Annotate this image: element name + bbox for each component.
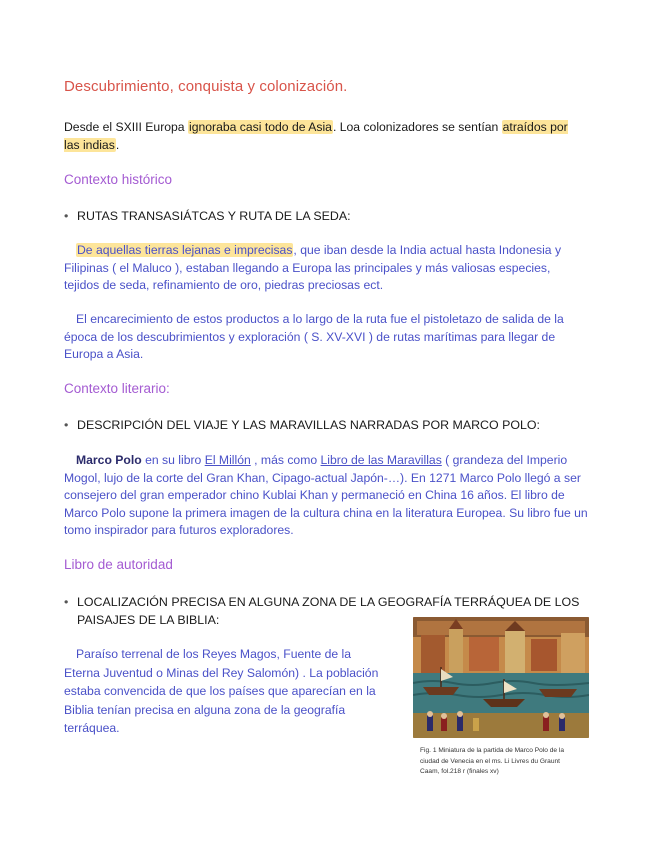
page-title: Descubrimiento, conquista y colonización. (64, 78, 348, 95)
paragraph-text: , que iban desde la India actual hasta Indonesia y Filipinas ( el Maluco ), estaban llegando a Europa las principales y más valiosas especies, tejidos de seda, refinamiento de oro, piedras preciosas ect. (64, 243, 562, 292)
book-title-millon: El Millón (204, 453, 251, 467)
section-heading-literario: Contexto literario: (64, 381, 170, 396)
paragraph-tierras (64, 242, 588, 295)
paragraph-encarecimiento (64, 311, 584, 364)
figure-caption: Fig. 1 Miniatura de la partida de Marco Polo de la ciudad de Venecia en el ms. Li Livres du Graunt Caam, fol.218 r (finales xv) (420, 747, 565, 776)
marco-polo-name: Marco Polo (76, 453, 142, 467)
section-heading-autoridad: Libro de autoridad (64, 557, 173, 572)
paragraph-text: ( grandeza del Imperio Mogol, lujo de la corte del Gran Khan, Cipago-actual Japón-…). En 1271 Marco Polo llegó a ser consejero del gran emperador chino Kublai Khan y permaneció en China 16 años. El libro de Marco Polo supone la primera imagen de la cultura china en la literatura Europea. Su libro fue un tomo inspirador para futuros exploradores. (64, 453, 588, 537)
paragraph-marco-polo (64, 452, 588, 540)
paragraph-highlight: De aquellas tierras lejanas e imprecisas (77, 243, 293, 257)
section-heading-historico: Contexto histórico (64, 172, 173, 187)
intro-highlight-1: ignoraba casi todo de Asia (188, 120, 332, 134)
intro-text-3: . (115, 137, 120, 152)
intro-highlight-2: atraídos por las indias (64, 120, 568, 152)
intro-paragraph (64, 119, 584, 154)
paragraph-text: en su libro (141, 453, 205, 467)
paragraph-paraiso (64, 645, 386, 738)
intro-text-1: Desde el SXIII Europa (64, 120, 188, 134)
bullet-dot-icon: • (64, 418, 69, 432)
miniature-venice-image (413, 617, 589, 738)
bullet-rutas (64, 208, 584, 226)
book-title-maravillas: Libro de las Maravillas (320, 453, 442, 467)
bullet-text: LOCALIZACIÓN PRECISA EN ALGUNA ZONA DE LA GEOGRAFÍA TERRÁQUEA DE LOS PAISAJES DE LA BIBLIA: (77, 595, 580, 627)
bullet-marco-polo (64, 417, 584, 435)
bullet-text: DESCRIPCIÓN DEL VIAJE Y LAS MARAVILLAS NARRADAS POR MARCO POLO: (77, 418, 540, 432)
intro-text-2: . Loa colonizadores se sentían (332, 120, 502, 134)
paragraph-text: El encarecimiento de estos productos a lo largo de la ruta fue el pistoletazo de salida de la época de los descubrimientos y exploración ( S. XV-XVI ) de rutas marítimas para llegar de Europa a Asia. (64, 312, 564, 361)
bullet-dot-icon: • (64, 595, 69, 609)
paragraph-text: , más como (250, 453, 321, 467)
paragraph-text: Paraíso terrenal de los Reyes Magos, Fuente de la Eterna Juventud o Minas del Rey Salomón) . La población estaba convencida de que los países que aparecían en la Biblia tenían precisa en alguna zona de la geografía terráquea. (64, 647, 379, 735)
bullet-dot-icon: • (64, 209, 69, 223)
bullet-text: RUTAS TRANSASIÁTCAS Y RUTA DE LA SEDA: (77, 209, 351, 223)
